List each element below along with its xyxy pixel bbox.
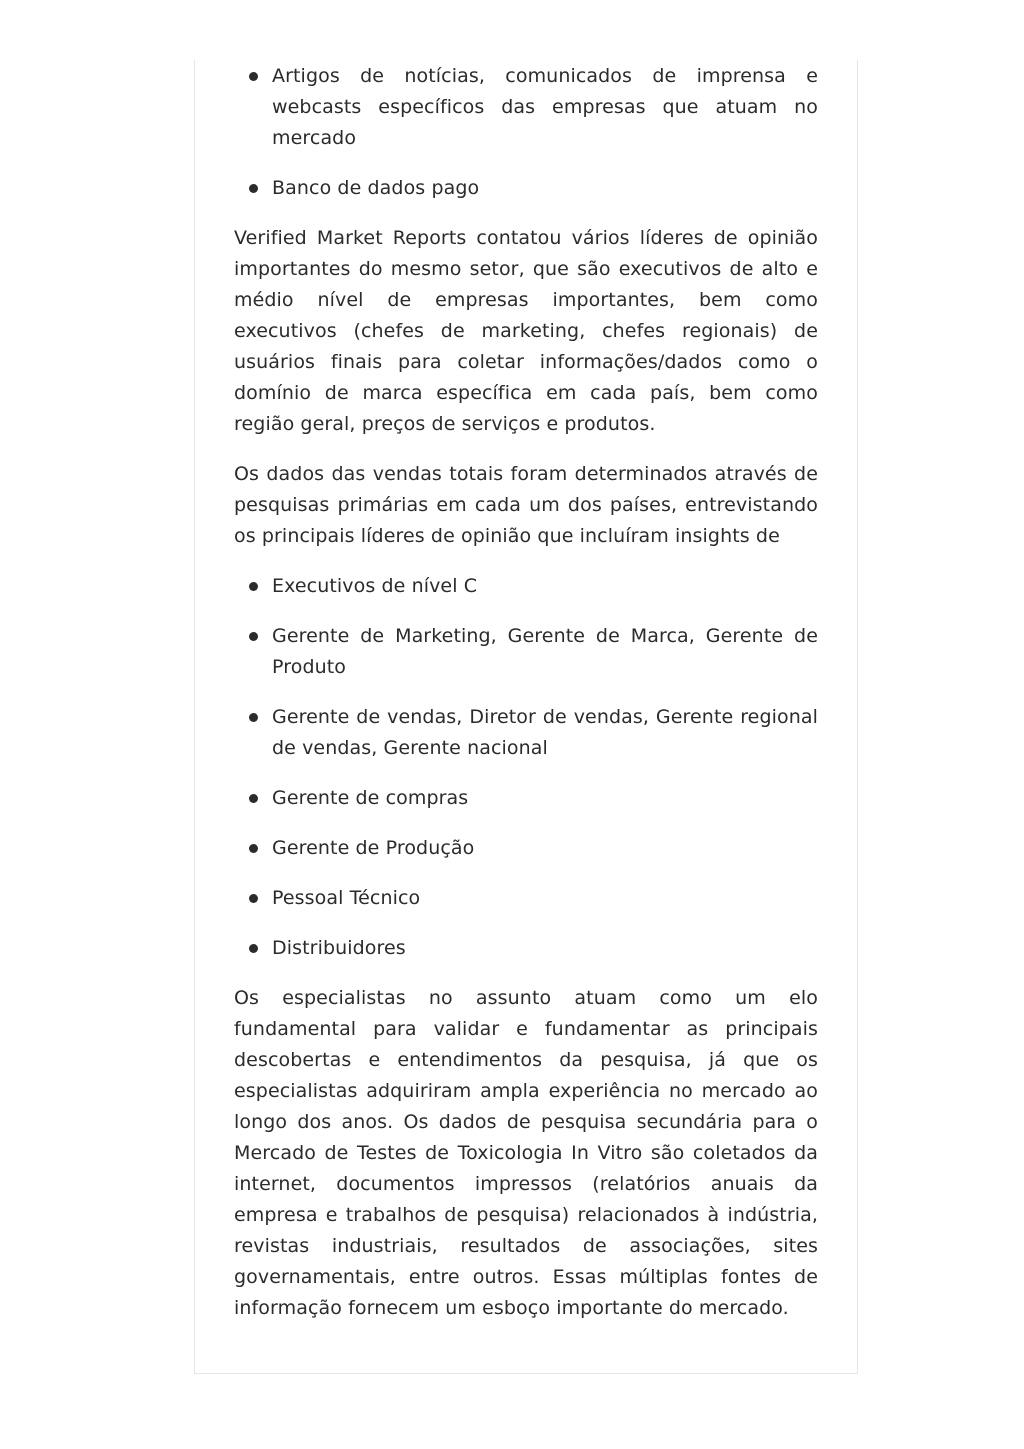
list-item-text: Gerente de Produção (272, 837, 475, 859)
list-item (234, 571, 818, 602)
bullet-icon (249, 894, 258, 903)
list-item-text: Gerente de Marketing, Gerente de Marca, Gerente de Produto (272, 625, 818, 678)
bullet-icon (249, 794, 258, 803)
list-item (234, 173, 818, 204)
paragraph-total-sales: Os dados das vendas totais foram determinados através de pesquisas primárias em cada um dos países, entrevistando os principais líderes de opinião que incluíram insights de (234, 463, 818, 547)
bullet-icon (249, 713, 258, 722)
list-item-text: Gerente de compras (272, 787, 469, 809)
list-item-text: Distribuidores (272, 937, 406, 959)
list-item (234, 933, 818, 964)
secondary-sources-list (234, 61, 818, 204)
list-item (234, 61, 818, 154)
bullet-icon (249, 944, 258, 953)
article-body (234, 61, 818, 1343)
list-item (234, 621, 818, 683)
bullet-icon (249, 582, 258, 591)
interviewees-list (234, 571, 818, 964)
list-item-text: Pessoal Técnico (272, 887, 421, 909)
list-item (234, 702, 818, 764)
list-item-text: Gerente de vendas, Diretor de vendas, Gerente regional de vendas, Gerente nacional (272, 706, 818, 759)
list-item-text: Artigos de notícias, comunicados de imprensa e webcasts específicos das empresas que atuam no mercado (272, 65, 818, 149)
list-item-text: Banco de dados pago (272, 177, 480, 199)
paragraph-key-opinion-leaders: Verified Market Reports contatou vários líderes de opinião importantes do mesmo setor, que são executivos de alto e médio nível de empresas importantes, bem como executivos (chefes de marketing, chefes regionais) de usuários finais para coletar informações/dados como o domínio de marca específica em cada país, bem como região geral, preços de serviços e produtos. (234, 227, 818, 435)
list-item (234, 883, 818, 914)
list-item-text: Executivos de nível C (272, 575, 478, 597)
list-item (234, 833, 818, 864)
paragraph-subject-experts: Os especialistas no assunto atuam como um elo fundamental para validar e fundamentar as principais descobertas e entendimentos da pesquisa, já que os especialistas adquiriram ampla experiência no mercado ao longo dos anos. Os dados de pesquisa secundária para o Mercado de Testes de Toxicologia In Vitro são coletados da internet, documentos impressos (relatórios anuais da empresa e trabalhos de pesquisa) relacionados à indústria, revistas industriais, resultados de associações, sites governamentais, entre outros. Essas múltiplas fontes de informação fornecem um esboço importante do mercado. (234, 987, 818, 1319)
bullet-icon (249, 632, 258, 641)
bullet-icon (249, 184, 258, 193)
bullet-icon (249, 844, 258, 853)
bullet-icon (249, 72, 258, 81)
list-item (234, 783, 818, 814)
